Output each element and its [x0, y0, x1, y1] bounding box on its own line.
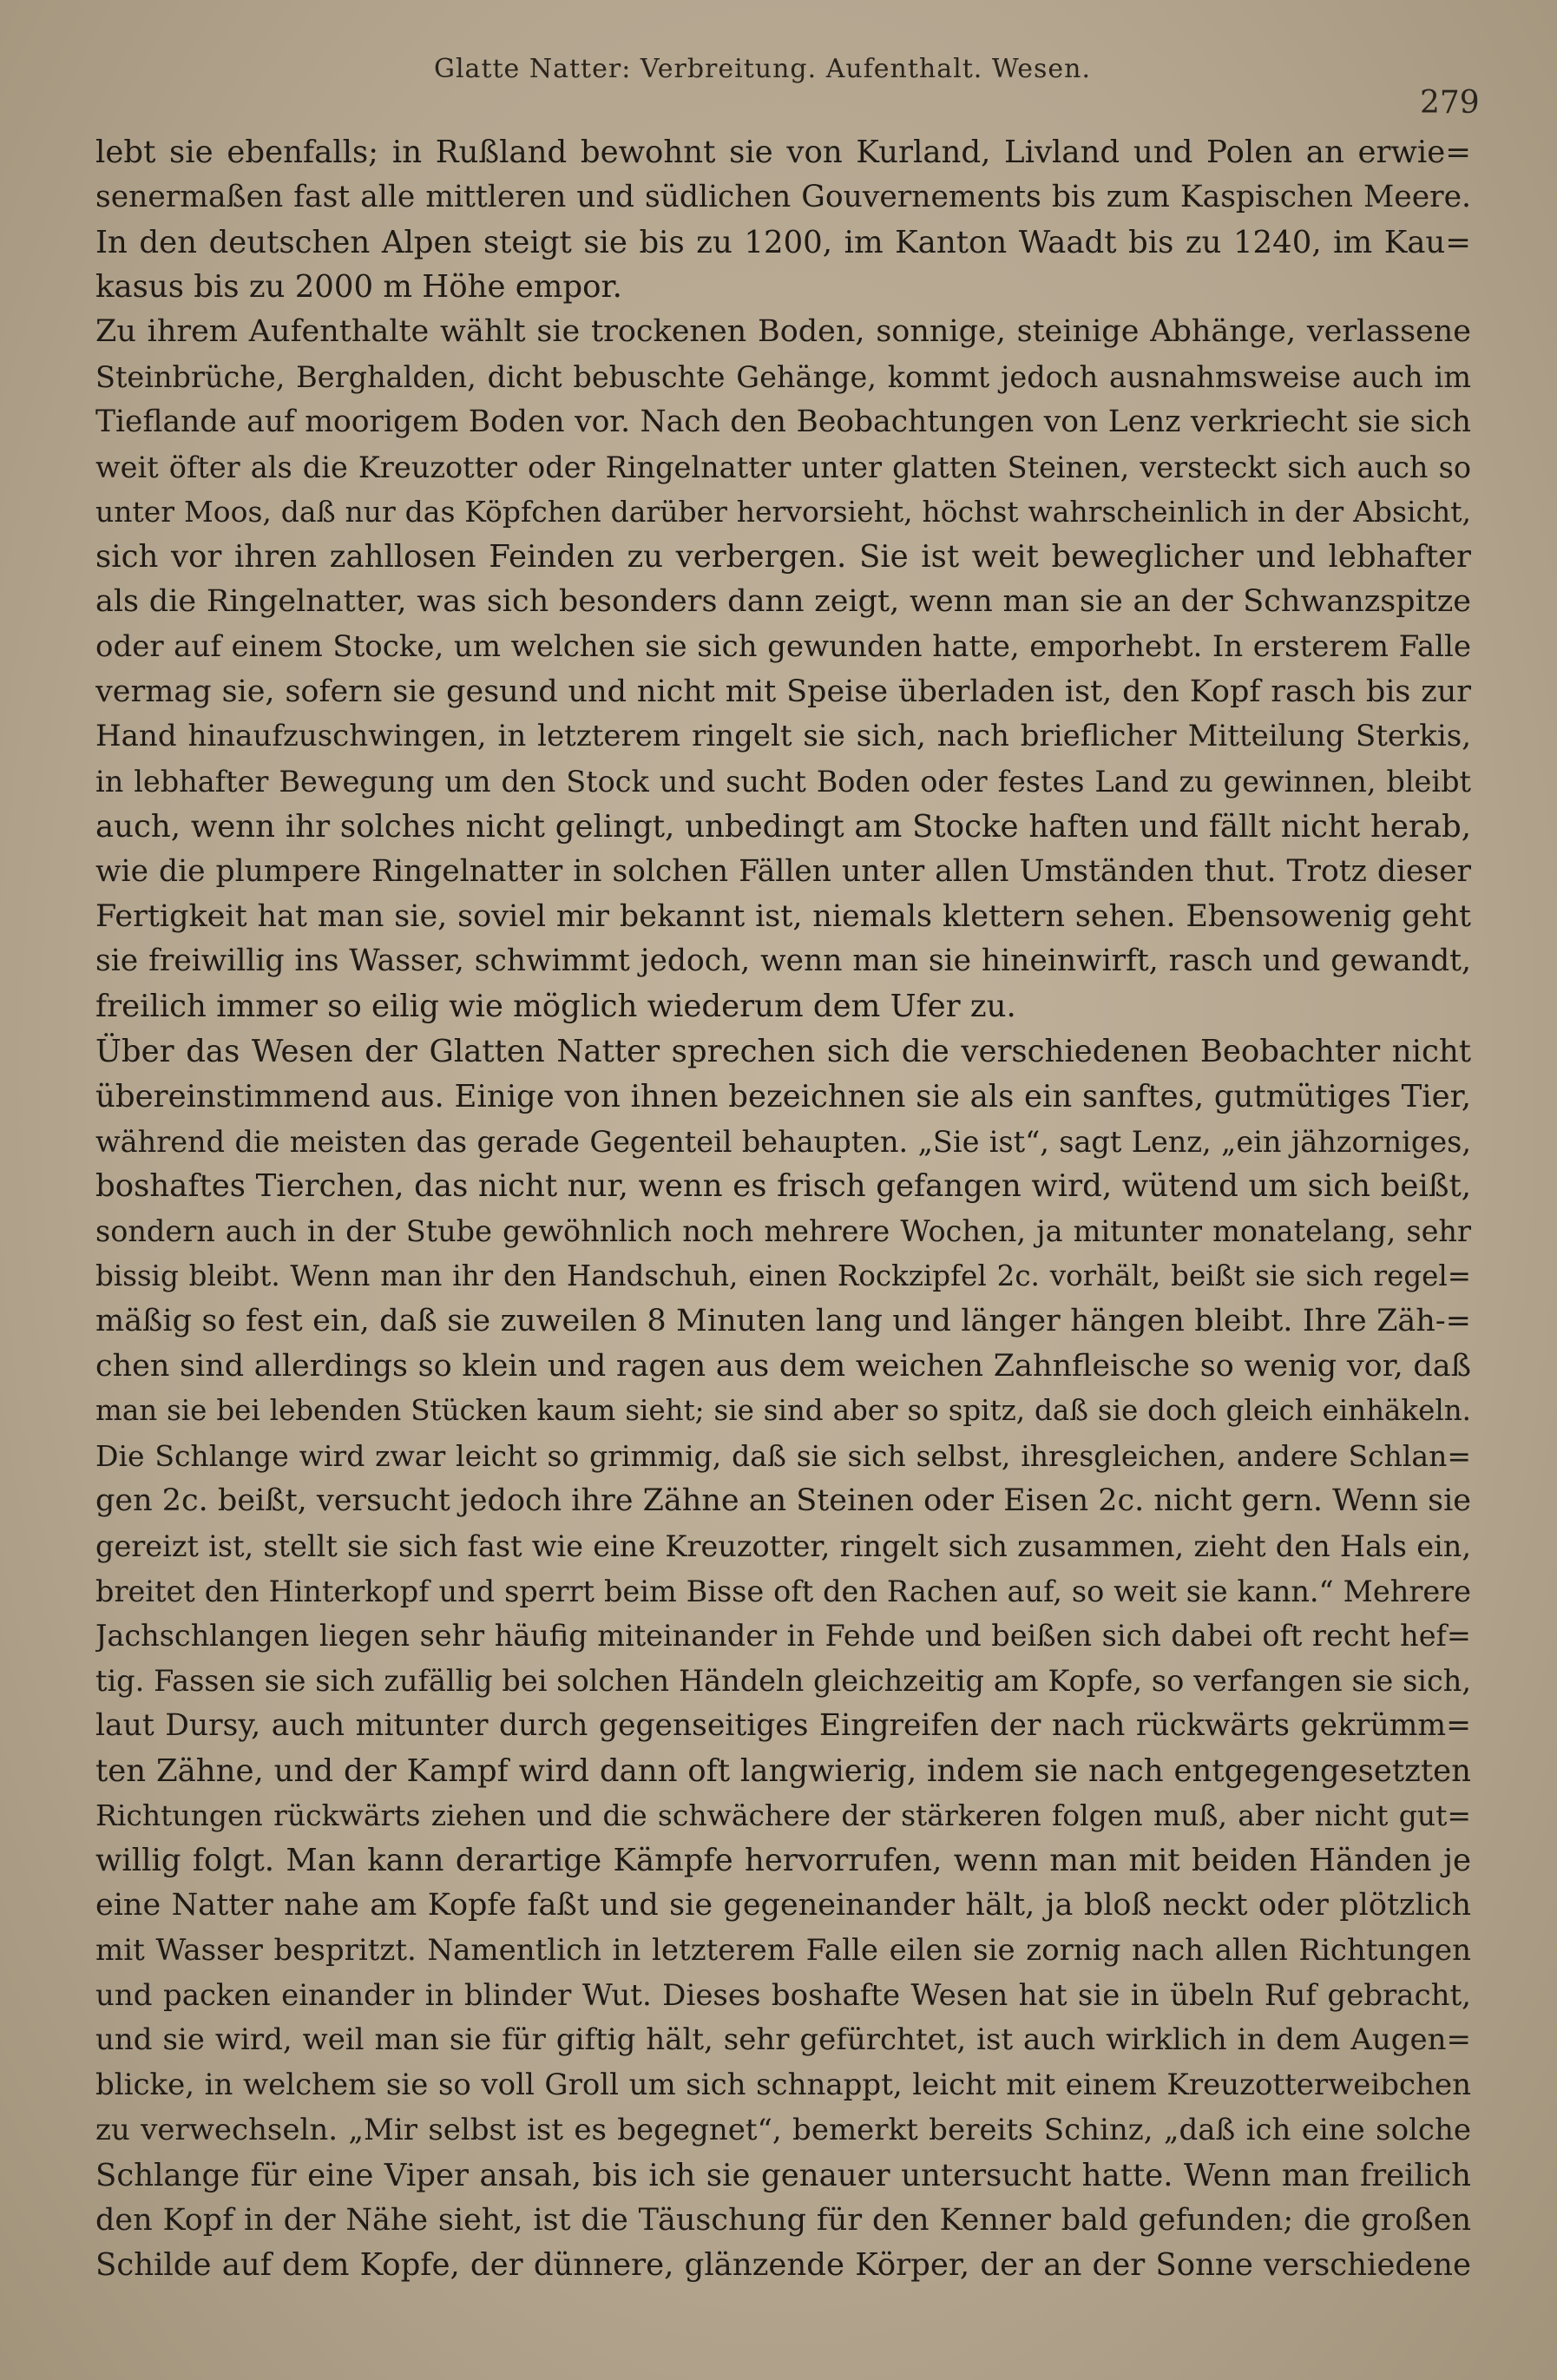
text-line: tig. Fassen sie sich zufällig bei solchen Händeln gleichzeitig am Kopfe, so verfangen sie sich,: [95, 1664, 1471, 1699]
text-line: in lebhafter Bewegung um den Stock und sucht Boden oder festes Land zu gewinnen, bleibt: [95, 765, 1471, 799]
text-line: In den deutschen Alpen steigt sie bis zu 1200, im Kanton Waadt bis zu 1240, im Kau=: [95, 224, 1471, 260]
text-line: oder auf einem Stocke, um welchen sie sich gewunden hatte, emporhebt. In ersterem Falle: [95, 628, 1471, 664]
text-line: weit öfter als die Kreuzotter oder Ringelnatter unter glatten Steinen, versteckt sich auch so: [95, 450, 1471, 484]
text-line: Hand hinaufzuschwingen, in letzterem ringelt sie sich, nach brieflicher Mitteilung Sterkis,: [95, 719, 1471, 754]
text-line: Steinbrüche, Berghalden, dicht bebuschte Gehänge, kommt jedoch ausnahmsweise auch im: [95, 359, 1471, 394]
text-line: übereinstimmend aus. Einige von ihnen bezeichnen sie als ein sanftes, gutmütiges Tier,: [95, 1078, 1471, 1114]
text-line: Über das Wesen der Glatten Natter sprechen sich die verschiedenen Beobachter nicht: [95, 1033, 1471, 1069]
text-line: boshaftes Tierchen, das nicht nur, wenn es frisch gefangen wird, wütend um sich beißt,: [95, 1168, 1471, 1205]
text-line: wie die plumpere Ringelnatter in solchen Fällen unter allen Umständen thut. Trotz dieser: [95, 853, 1471, 889]
text-line: als die Ringelnatter, was sich besonders dann zeigt, wenn man sie an der Schwanzspitze: [95, 583, 1471, 619]
text-line: zu verwechseln. „Mir selbst ist es begegnet“, bemerkt bereits Schinz, „daß ich eine solche: [95, 2113, 1471, 2148]
text-line: auch, wenn ihr solches nicht gelingt, unbedingt am Stocke haften und fällt nicht herab,: [95, 808, 1471, 845]
text-line: Fertigkeit hat man sie, soviel mir bekannt ist, niemals klettern sehen. Ebensowenig geht: [95, 898, 1471, 934]
text-line: sich vor ihren zahllosen Feinden zu verbergen. Sie ist weit beweglicher und lebhafter: [95, 539, 1471, 575]
text-line: ten Zähne, und der Kampf wird dann oft langwierig, indem sie nach entgegengesetzten: [95, 1752, 1471, 1789]
text-line: den Kopf in der Nähe sieht, ist die Täuschung für den Kenner bald gefunden; die großen: [95, 2202, 1471, 2238]
text-line: und packen einander in blinder Wut. Dieses boshafte Wesen hat sie in übeln Ruf gebracht,: [95, 1977, 1471, 2013]
text-line: lebt sie ebenfalls; in Rußland bewohnt sie von Kurland, Livland und Polen an erwie=: [95, 135, 1471, 170]
text-line: Zu ihrem Aufenthalte wählt sie trockenen Boden, sonnige, steinige Abhänge, verlassene: [95, 314, 1471, 350]
text-line: sondern auch in der Stube gewöhnlich noch mehrere Wochen, ja mitunter monatelang, sehr: [95, 1214, 1471, 1249]
text-line: mit Wasser bespritzt. Namentlich in letzterem Falle eilen sie zornig nach allen Richtungen: [95, 1932, 1471, 1968]
text-line: und sie wird, weil man sie für giftig hält, sehr gefürchtet, ist auch wirklich in dem Augen=: [95, 2022, 1471, 2058]
text-line: sie freiwillig ins Wasser, schwimmt jedoch, wenn man sie hineinwirft, rasch und gewandt,: [95, 943, 1471, 979]
text-line: vermag sie, sofern sie gesund und nicht mit Speise überladen ist, den Kopf rasch bis zur: [95, 674, 1471, 709]
text-line: willig folgt. Man kann derartige Kämpfe hervorrufen, wenn man mit beiden Händen je: [95, 1843, 1471, 1879]
running-head: Glatte Natter: Verbreitung. Aufenthalt. Wesen.: [434, 54, 1092, 84]
text-line: laut Dursy, auch mitunter durch gegenseitiges Eingreifen der nach rückwärts gekrümm=: [95, 1707, 1471, 1743]
body-text: [95, 130, 1471, 2288]
text-line: gereizt ist, stellt sie sich fast wie eine Kreuzotter, ringelt sich zusammen, zieht den Hals ein,: [95, 1529, 1471, 1563]
text-line: eine Natter nahe am Kopfe faßt und sie gegeneinander hält, ja bloß neckt oder plötzlich: [95, 1888, 1471, 1923]
text-line: während die meisten das gerade Gegenteil behaupten. „Sie ist“, sagt Lenz, „ein jähzorniges,: [95, 1124, 1471, 1159]
text-line: breitet den Hinterkopf und sperrt beim Bisse oft den Rachen auf, so weit sie kann.“ Mehrere: [95, 1574, 1471, 1608]
text-line: kasus bis zu 2000 m Höhe empor.: [95, 269, 622, 306]
text-line: Schlange für eine Viper ansah, bis ich sie genauer untersucht hatte. Wenn man freilich: [95, 2157, 1471, 2193]
text-line: Tieflande auf moorigem Boden vor. Nach den Beobachtungen von Lenz verkriecht sie sich: [95, 404, 1471, 439]
text-line: chen sind allerdings so klein und ragen aus dem weichen Zahnfleische so wenig vor, daß: [95, 1348, 1471, 1384]
text-line: gen 2c. beißt, versucht jedoch ihre Zähne an Steinen oder Eisen 2c. nicht gern. Wenn sie: [95, 1483, 1471, 1518]
text-line: blicke, in welchem sie so voll Groll um sich schnappt, leicht mit einem Kreuzotterweibchen: [95, 2068, 1471, 2103]
text-line: senermaßen fast alle mittleren und südlichen Gouvernements bis zum Kaspischen Meere.: [95, 179, 1471, 214]
text-line: Richtungen rückwärts ziehen und die schwächere der stärkeren folgen muß, aber nicht gut=: [95, 1798, 1471, 1833]
text-line: Die Schlange wird zwar leicht so grimmig, daß sie sich selbst, ihresgleichen, andere Schlan=: [95, 1439, 1471, 1474]
page-number: 279: [1420, 85, 1480, 121]
text-line: man sie bei lebenden Stücken kaum sieht; sie sind aber so spitz, daß sie doch gleich einhäkeln.: [95, 1394, 1471, 1428]
text-line: Jachschlangen liegen sehr häufig miteinander in Fehde und beißen sich dabei oft recht hef=: [95, 1619, 1471, 1654]
text-line: freilich immer so eilig wie möglich wiederum dem Ufer zu.: [95, 989, 1016, 1025]
text-line: Schilde auf dem Kopfe, der dünnere, glänzende Körper, der an der Sonne verschiedene: [95, 2247, 1471, 2284]
text-line: bissig bleibt. Wenn man ihr den Handschuh, einen Rockzipfel 2c. vorhält, beißt sie sich regel=: [95, 1259, 1471, 1292]
text-line: mäßig so fest ein, daß sie zuweilen 8 Minuten lang und länger hängen bleibt. Ihre Zäh-=: [95, 1303, 1471, 1338]
text-line: unter Moos, daß nur das Köpfchen darüber hervorsieht, höchst wahrscheinlich in der Absicht,: [95, 495, 1471, 529]
